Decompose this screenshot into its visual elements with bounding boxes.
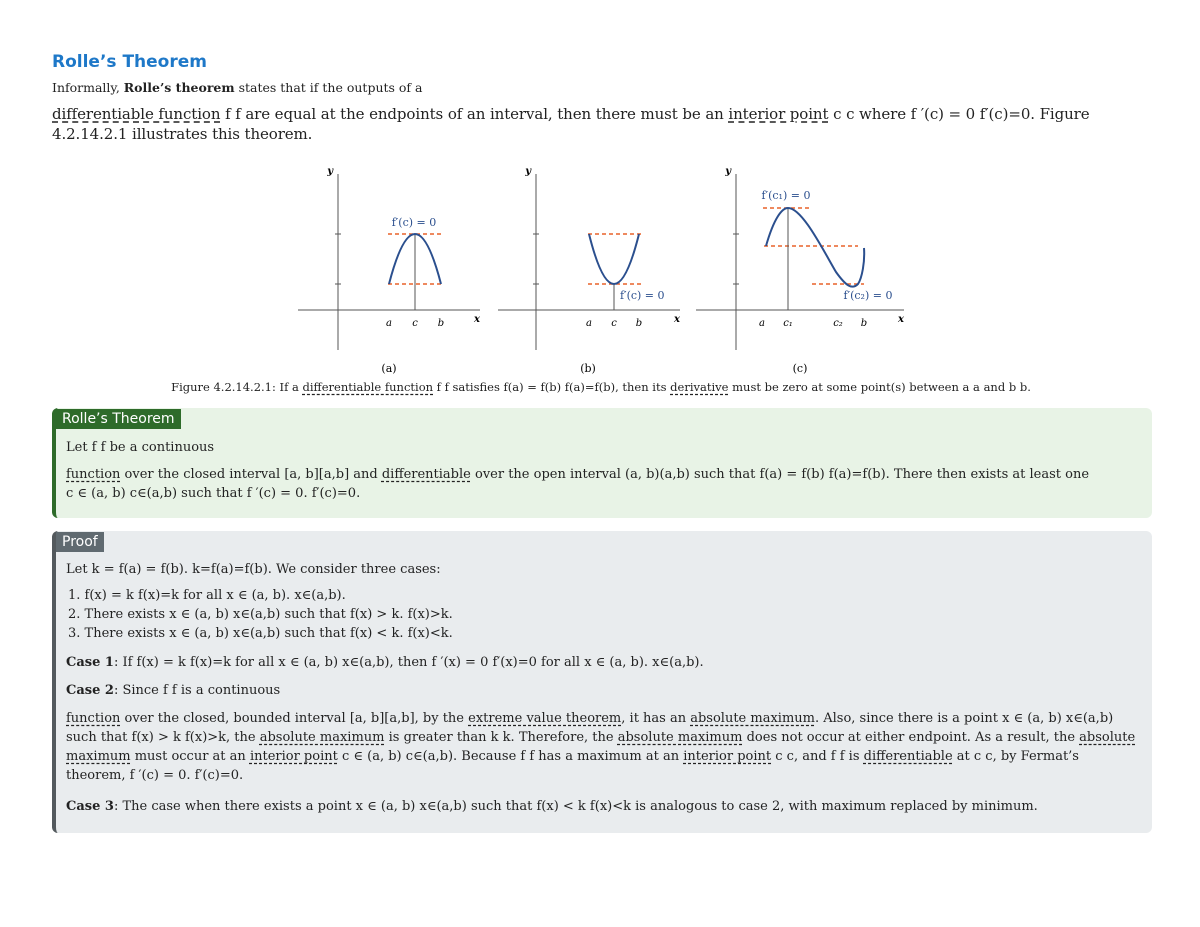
theorem-text-1: over the closed interval [a, b][a,b] and	[120, 467, 382, 482]
intro-text-1: f f are equal at the endpoints of an interval, then there must be an	[220, 105, 729, 123]
proof-box	[52, 531, 1152, 833]
case-2-seg: at c c, by Fermat’s theorem, f ′(c) = 0. f′(c)=0.	[66, 749, 1079, 783]
page	[52, 50, 1150, 814]
curve-b	[589, 234, 639, 284]
case-2-seg: c c, and f f is	[771, 749, 864, 764]
theorem-box	[52, 408, 1152, 518]
panel-label-c: (c)	[792, 362, 808, 375]
case-2-seg: must occur at an	[130, 749, 250, 764]
tick-a-c: c	[412, 318, 418, 329]
list-item: 3. There exists x ∈ (a, b) x∈(a,b) such that f(x) < k. f(x)<k.	[68, 626, 453, 641]
annotation-c2: f′(c₂) = 0	[843, 289, 893, 302]
list-item: 2. There exists x ∈ (a, b) x∈(a,b) such that f(x) > k. f(x)>k.	[68, 607, 453, 622]
theorem-link-differentiable[interactable]: differentiable	[381, 467, 471, 482]
panel-c	[696, 166, 905, 375]
panel-label-b: (b)	[580, 362, 596, 375]
tick-b-a: a	[586, 318, 592, 329]
case-3-text: : The case when there exists a point x ∈ (a, b) x∈(a,b) such that f(x) < k f(x)<k is analogous to case 2, with maximum replaced by minimum.	[113, 799, 1038, 814]
theorem-line-1: Let f f be a continuous	[66, 440, 215, 455]
intro-suffix: states that if the outputs of a	[234, 80, 423, 95]
intro-paragraph	[52, 104, 1150, 144]
tick-b-c: c	[611, 318, 617, 329]
proof-link-absolute-maximum[interactable]: absolute maximum	[66, 730, 1136, 764]
proof-case-2-body	[56, 709, 1152, 785]
case-2-seg: , it has an	[621, 711, 691, 726]
intro-bold-term: Rolle’s theorem	[123, 80, 235, 95]
x-label-c: x	[898, 314, 904, 325]
figure-graphs	[52, 162, 1150, 382]
caption-prefix: Figure 4.2.14.2.1: If a	[171, 380, 303, 394]
tick-c-a: a	[759, 318, 765, 329]
glossary-link-interior-point[interactable]: interior point	[728, 105, 829, 123]
case-2-seg: . Also, since there is a point x ∈ (a, b) x∈(a,b) such that f(x) > k f(x)>k, the	[66, 711, 1114, 745]
caption-link-derivative[interactable]: derivative	[670, 380, 729, 394]
panel-a	[298, 166, 481, 375]
proof-box-title: Proof	[56, 532, 104, 552]
tick-c-c2: c₂	[833, 318, 843, 329]
tick-c-b: b	[860, 318, 868, 329]
proof-link-absolute-maximum[interactable]: absolute maximum	[617, 730, 743, 745]
proof-link-function[interactable]: function	[66, 711, 121, 726]
proof-link-absolute-maximum[interactable]: absolute maximum	[690, 711, 815, 726]
theorem-link-function[interactable]: function	[66, 467, 121, 482]
tick-c-c1: c₁	[783, 318, 793, 329]
theorem-statement	[56, 465, 1152, 484]
panel-b	[498, 166, 681, 375]
y-label-a: y	[327, 166, 333, 177]
case-2-seg: is greater than k k. Therefore, the	[384, 730, 618, 745]
caption-link-differentiable-function[interactable]: differentiable function	[302, 380, 434, 394]
list-item: 1. f(x) = k f(x)=k for all x ∈ (a, b). x∈(a,b).	[68, 588, 346, 603]
y-label-b: y	[525, 166, 531, 177]
case-1-label: Case 1	[66, 655, 114, 670]
case-1-text: : If f(x) = k f(x)=k for all x ∈ (a, b) x∈(a,b), then f ′(x) = 0 f′(x)=0 for all x ∈ (a, b). x∈(a,b).	[113, 655, 704, 670]
curve-c	[766, 208, 864, 287]
proof-cases-list	[56, 586, 1152, 643]
intro-prefix: Informally,	[52, 80, 124, 95]
case-2-text: : Since f f is a continuous	[113, 683, 281, 698]
theorem-line-3: c ∈ (a, b) c∈(a,b) such that f ′(c) = 0. f′(c)=0.	[66, 486, 361, 501]
caption-suffix: must be zero at some point(s) between a a and b b.	[728, 380, 1031, 394]
x-label-a: x	[474, 314, 480, 325]
annotation-b: f′(c) = 0	[620, 289, 665, 302]
tick-a-b: b	[437, 318, 445, 329]
section-title: Rolle’s Theorem	[52, 52, 207, 72]
figure-rolle	[52, 162, 1150, 400]
caption-mid: f f satisfies f(a) = f(b) f(a)=f(b), then its	[433, 380, 671, 394]
proof-link-absolute-maximum[interactable]: absolute maximum	[259, 730, 385, 745]
intro-line	[52, 78, 1150, 98]
intro-text-2: c c where f ′(c) = 0 f′(c)=0. Figure 4.2.14.2.1 illustrates this theorem.	[52, 105, 1090, 143]
annotation-c1: f′(c₁) = 0	[761, 189, 811, 202]
proof-link-interior-point[interactable]: interior point	[683, 749, 772, 764]
y-label-c: y	[725, 166, 731, 177]
tick-a-a: a	[386, 318, 392, 329]
case-2-seg: over the closed, bounded interval [a, b][a,b], by the	[120, 711, 469, 726]
proof-case-1	[56, 653, 1152, 672]
figure-caption	[52, 380, 1150, 394]
case-3-label: Case 3	[66, 799, 114, 814]
proof-link-interior-point[interactable]: interior point	[249, 749, 338, 764]
tick-b-b: b	[635, 318, 643, 329]
proof-link-differentiable[interactable]: differentiable	[863, 749, 953, 764]
case-2-seg: does not occur at either endpoint. As a result, the	[742, 730, 1080, 745]
theorem-box-title: Rolle’s Theorem	[56, 409, 181, 429]
annotation-a: f′(c) = 0	[391, 216, 437, 229]
case-2-seg: c ∈ (a, b) c∈(a,b). Because f f has a maximum at an	[337, 749, 684, 764]
proof-link-extreme-value-theorem[interactable]: extreme value theorem	[468, 711, 622, 726]
x-label-b: x	[674, 314, 680, 325]
glossary-link-differentiable-function[interactable]: differentiable function	[52, 105, 221, 123]
panel-label-a: (a)	[381, 362, 397, 375]
proof-case-2-intro	[56, 681, 1152, 700]
proof-intro: Let k = f(a) = f(b). k=f(a)=f(b). We consider three cases:	[66, 562, 441, 577]
case-2-label: Case 2	[66, 683, 114, 698]
proof-case-3	[56, 797, 1152, 816]
theorem-text-2: over the open interval (a, b)(a,b) such that f(a) = f(b) f(a)=f(b). There then exists at least one	[470, 467, 1090, 482]
